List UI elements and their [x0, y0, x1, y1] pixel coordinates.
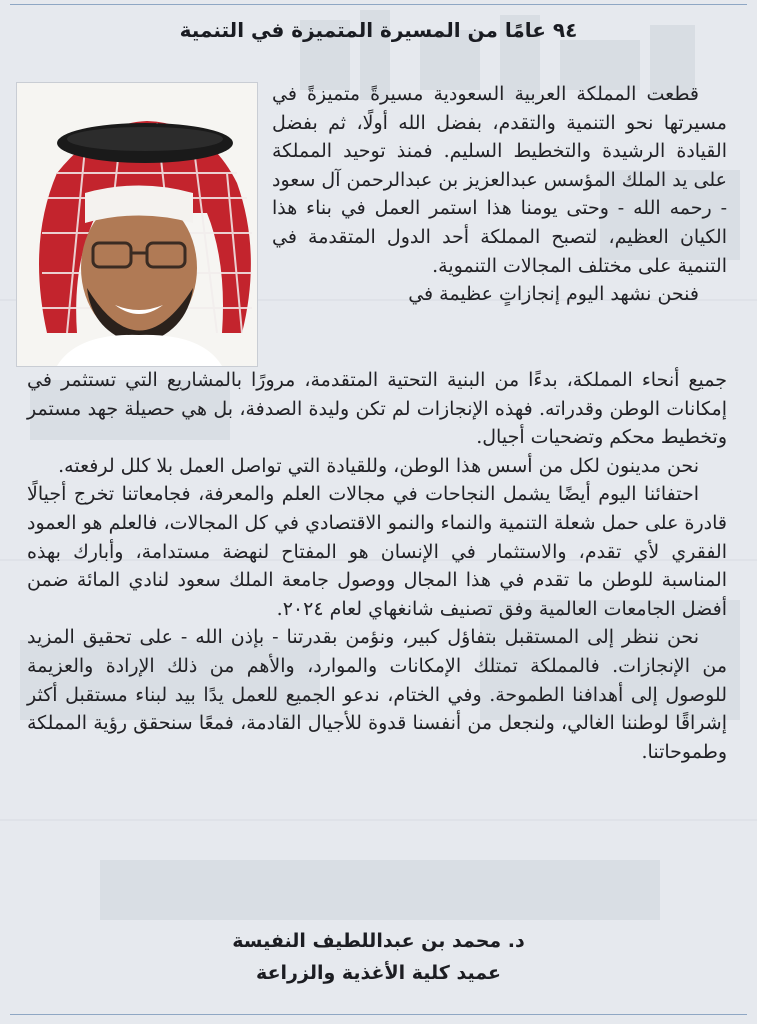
article-title: ٩٤ عامًا من المسيرة المتميزة في التنمية: [179, 18, 578, 42]
bottom-rule: [10, 1014, 747, 1015]
top-rule: [10, 4, 747, 5]
article-body-column-full: [27, 366, 727, 766]
paragraph: جميع أنحاء المملكة، بدءًا من البنية التحتية المتقدمة، مرورًا بالمشاريع التي تستثمر في إمكانات الوطن وقدراته. فهذه الإنجازات لم تكن وليدة الصدفة، بل هي حصيلة جهد مستمر وتخطيط محكم وتضحيات أجيال.: [27, 369, 727, 449]
article-body-column-top: [272, 80, 727, 309]
author-portrait: [16, 82, 258, 367]
author-portrait-icon: [17, 83, 257, 366]
paragraph: نحن ننظر إلى المستقبل بتفاؤل كبير، ونؤمن بقدرتنا - بإذن الله - على تحقيق المزيد من الإنجازات. فالمملكة تمتلك الإمكانات والموارد، والأهم من ذلك الإرادة والعزيمة للوصول إلى أهدافنا الطموحة. وفي الختام، ندعو الجميع للعمل يدًا بيد لبناء مستقبل أكثر إشراقًا لوطننا الغالي، ولنجعل من أنفسنا قدوة للأجيال القادمة، فمعًا سنحقق رؤية المملكة وطموحاتنا.: [27, 626, 727, 763]
paragraph: قطعت المملكة العربية السعودية مسيرةً متميزةً في مسيرتها نحو التنمية والتقدم، بفضل الله أولًا، ثم بفضل القيادة الرشيدة والتخطيط السليم. فمنذ توحيد المملكة على يد الملك المؤسس عبدالعزيز بن عبدالرحمن آل سعود - رحمه الله - وحتى يومنا هذا استمر العمل في بناء هذا الكيان العظيم، لتصبح المملكة أحد الدول المتقدمة في التنمية على مختلف المجالات التنموية.: [272, 83, 727, 277]
paragraph: احتفائنا اليوم أيضًا يشمل النجاحات في مجالات العلم والمعرفة، فجامعاتنا تخرج أجيالًا قادرة على حمل شعلة التنمية والنماء والنمو الاقتصادي في كل المجالات، فالعلم هو العمود الفقري لأي تقدم، والاستثمار في الإنسان هو المفتاح لنهضة مستدامة، وأبارك بهذه المناسبة للوطن ما تقدم في هذا المجال ووصول جامعة الملك سعود لنادي المائة ضمن أفضل الجامعات العالمية وفق تصنيف شانغهاي لعام ٢٠٢٤.: [27, 483, 727, 620]
author-title: عميد كلية الأغذية والزراعة: [256, 962, 501, 984]
author-name: د. محمد بن عبداللطيف النفيسة: [232, 930, 525, 952]
paragraph: نحن مدينون لكل من أسس هذا الوطن، وللقيادة التي تواصل العمل بلا كلل لرفعته.: [58, 454, 699, 477]
paragraph: فنحن نشهد اليوم إنجازاتٍ عظيمة في: [408, 283, 699, 306]
